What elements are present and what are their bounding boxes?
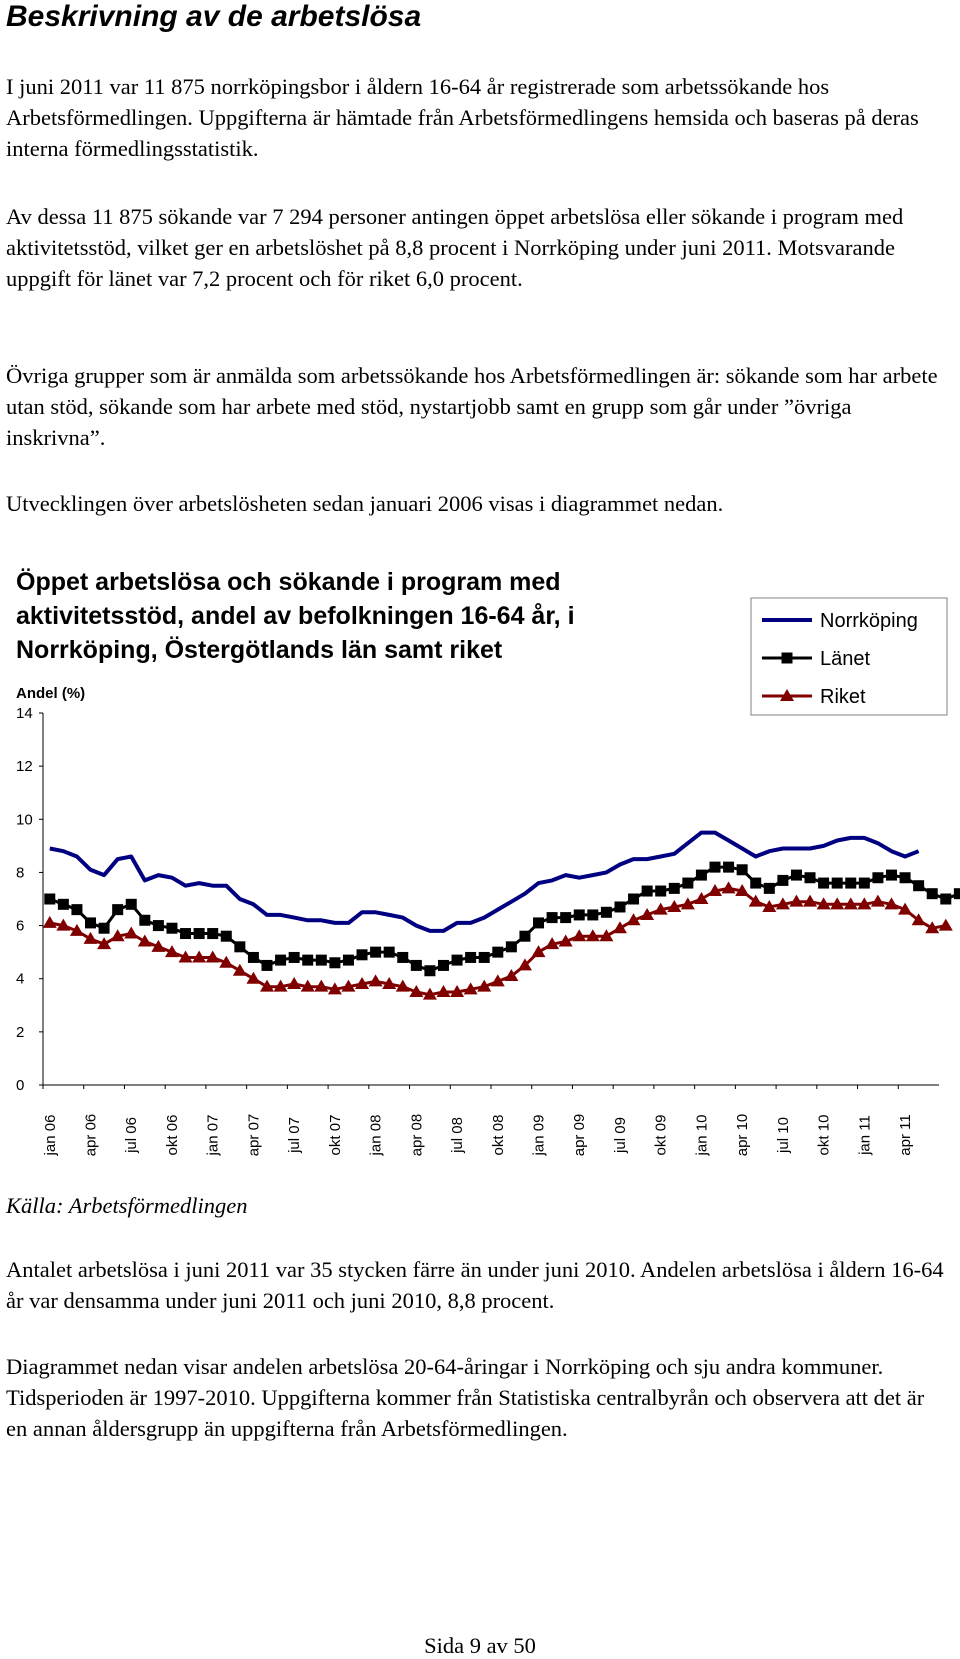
data-point-lanet [58, 899, 69, 910]
data-point-riket [246, 972, 260, 984]
y-tick-label: 4 [16, 970, 25, 988]
data-point-lanet [845, 878, 856, 889]
data-point-lanet [248, 952, 259, 963]
data-point-lanet [859, 878, 870, 889]
x-tick-label: okt 07 [326, 1114, 344, 1156]
chart-legend [751, 598, 947, 715]
data-point-lanet [221, 931, 232, 942]
data-point-riket [613, 921, 627, 933]
data-point-lanet [927, 888, 938, 899]
data-point-lanet [642, 886, 653, 897]
y-tick-label: 12 [16, 758, 33, 776]
x-tick-label: apr 08 [408, 1113, 426, 1157]
data-point-lanet [682, 878, 693, 889]
data-point-riket [939, 919, 953, 931]
paragraph-registered-jobseekers: I juni 2011 var 11 875 norrköpingsbor i åldern 16-64 år registrerade som arbetssökande hos Arbetsförmedlingen. Uppgifterna är hämtade från Arbetsförmedlingens hemsida och baseras på deras interna förmedlingsstatistik. [6, 74, 919, 161]
x-tick-label: apr 11 [897, 1114, 915, 1156]
x-tick-label: jul 09 [611, 1117, 629, 1153]
data-point-lanet [805, 872, 816, 883]
data-point-lanet [343, 955, 354, 966]
y-tick-label: 8 [16, 864, 25, 882]
x-tick-label: jan 08 [367, 1114, 385, 1156]
chart-title: Öppet arbetslösa och sökande i program med aktivitetsstöd, andel av befolkningen 16-64 år, i Norrköping, Östergötlands län samt riket [16, 568, 575, 664]
data-point-riket [722, 881, 736, 893]
y-axis-label: Andel (%) [16, 685, 86, 702]
data-point-lanet [669, 883, 680, 894]
data-point-lanet [614, 901, 625, 912]
data-point-lanet [126, 899, 137, 910]
x-tick-label: apr 07 [245, 1113, 263, 1157]
data-point-lanet [452, 955, 463, 966]
data-point-riket [138, 935, 152, 947]
data-point-lanet [533, 917, 544, 928]
data-point-lanet [316, 955, 327, 966]
data-point-lanet [85, 917, 96, 928]
x-tick-label: jul 06 [123, 1117, 141, 1153]
data-point-lanet [547, 912, 558, 923]
series-riket [43, 881, 953, 999]
x-tick-label: jul 08 [449, 1117, 467, 1153]
source-note: Källa: Arbetsförmedlingen [6, 1193, 248, 1218]
data-point-lanet [832, 878, 843, 889]
data-point-lanet [302, 955, 313, 966]
data-point-lanet [886, 870, 897, 881]
data-point-lanet [384, 947, 395, 958]
data-point-riket [532, 945, 546, 957]
data-point-lanet [438, 960, 449, 971]
data-point-lanet [900, 872, 911, 883]
data-point-riket [233, 964, 247, 976]
x-tick-label: okt 08 [489, 1114, 507, 1156]
data-point-lanet [166, 923, 177, 934]
data-point-lanet [262, 960, 273, 971]
paragraph-unemployment-rate: Av dessa 11 875 sökande var 7 294 personer antingen öppet arbetslösa eller sökande i program med aktivitetsstöd, vilket ger en arbetslöshet på 8,8 procent i Norrköping under juni 2011. Motsvarande uppgift för länet var 7,2 procent och för riket 6,0 procent. [6, 204, 904, 291]
data-point-lanet [275, 955, 286, 966]
data-point-lanet [777, 875, 788, 886]
data-point-riket [694, 892, 708, 904]
paragraph-next-chart: Diagrammet nedan visar andelen arbetslösa 20-64-åringar i Norrköping och sju andra kommuner. Tidsperioden är 1997-2010. Uppgifterna kommer från Statistiska centralbyrån och observera att det är en annan åldersgrupp än uppgifterna från Arbetsförmedlingen. [6, 1354, 925, 1441]
x-tick-label: jan 10 [693, 1114, 711, 1156]
y-tick-label: 14 [16, 705, 33, 722]
y-tick-label: 0 [16, 1077, 25, 1094]
data-point-lanet [954, 888, 960, 899]
data-point-lanet [723, 862, 734, 873]
data-point-lanet [940, 894, 951, 905]
data-point-lanet [289, 952, 300, 963]
data-point-lanet [207, 928, 218, 939]
data-point-lanet [180, 928, 191, 939]
data-point-lanet [357, 949, 368, 960]
data-point-riket [124, 927, 138, 939]
x-tick-label: jul 10 [774, 1117, 792, 1153]
data-point-lanet [587, 909, 598, 920]
x-tick-label: apr 09 [571, 1113, 589, 1157]
data-point-riket [84, 932, 98, 944]
data-point-lanet [628, 894, 639, 905]
data-point-lanet [750, 878, 761, 889]
data-point-lanet [234, 941, 245, 952]
data-point-lanet [99, 923, 110, 934]
data-point-lanet [737, 864, 748, 875]
data-point-lanet [329, 957, 340, 968]
data-point-lanet [519, 931, 530, 942]
data-point-lanet [764, 883, 775, 894]
x-tick-label: jan 07 [204, 1114, 222, 1156]
page-number: Sida 9 av 50 [424, 1633, 536, 1658]
y-tick-label: 10 [16, 811, 33, 829]
x-tick-label: okt 09 [652, 1114, 670, 1156]
x-tick-label: okt 06 [163, 1114, 181, 1156]
data-point-lanet [370, 947, 381, 958]
legend-marker-lanet [782, 653, 793, 664]
data-point-lanet [411, 960, 422, 971]
x-tick-label: apr 06 [82, 1113, 100, 1157]
data-point-lanet [139, 915, 150, 926]
data-point-lanet [601, 907, 612, 918]
data-point-lanet [153, 920, 164, 931]
legend-label-riket: Riket [820, 686, 866, 708]
legend-label-norrkoping: Norrköping [820, 610, 918, 632]
data-point-lanet [818, 878, 829, 889]
data-point-lanet [506, 941, 517, 952]
data-point-lanet [655, 886, 666, 897]
y-tick-label: 2 [16, 1023, 25, 1041]
data-point-lanet [397, 952, 408, 963]
x-tick-label: jan 09 [530, 1114, 548, 1156]
paragraph-other-groups: Övriga grupper som är anmälda som arbetssökande hos Arbetsförmedlingen är: sökande som har arbete utan stöd, sökande som har arbete med stöd, nystartjobb samt en grupp som går under ”övriga inskrivna”. [6, 363, 938, 450]
data-point-lanet [424, 965, 435, 976]
legend-label-lanet: Länet [820, 648, 871, 670]
data-point-lanet [913, 880, 924, 891]
data-point-lanet [44, 894, 55, 905]
data-point-lanet [479, 952, 490, 963]
data-point-lanet [560, 912, 571, 923]
x-tick-label: jul 07 [286, 1117, 304, 1153]
data-point-riket [369, 974, 383, 986]
y-tick-label: 6 [16, 917, 25, 935]
data-point-riket [43, 916, 57, 928]
data-point-riket [871, 895, 885, 907]
data-point-lanet [574, 909, 585, 920]
x-tick-label: okt 10 [815, 1114, 833, 1156]
data-point-lanet [696, 870, 707, 881]
data-point-lanet [872, 872, 883, 883]
x-tick-label: jan 11 [856, 1115, 874, 1155]
data-point-lanet [71, 904, 82, 915]
data-point-lanet [710, 862, 721, 873]
data-point-lanet [194, 928, 205, 939]
data-point-lanet [791, 870, 802, 881]
x-tick-label: apr 10 [734, 1113, 752, 1157]
x-tick-label: jan 06 [41, 1114, 59, 1156]
data-point-lanet [112, 904, 123, 915]
data-point-lanet [465, 952, 476, 963]
paragraph-chart-intro: Utvecklingen över arbetslösheten sedan januari 2006 visas i diagrammet nedan. [6, 491, 724, 516]
section-heading: Beskrivning av de arbetslösa [6, 0, 422, 33]
data-point-lanet [492, 947, 503, 958]
data-point-riket [287, 977, 301, 989]
paragraph-year-comparison: Antalet arbetslösa i juni 2011 var 35 stycken färre än under juni 2010. Andelen arbetslösa i åldern 16-64 år var densamma under juni 2011 och juni 2010, 8,8 procent. [6, 1257, 944, 1313]
